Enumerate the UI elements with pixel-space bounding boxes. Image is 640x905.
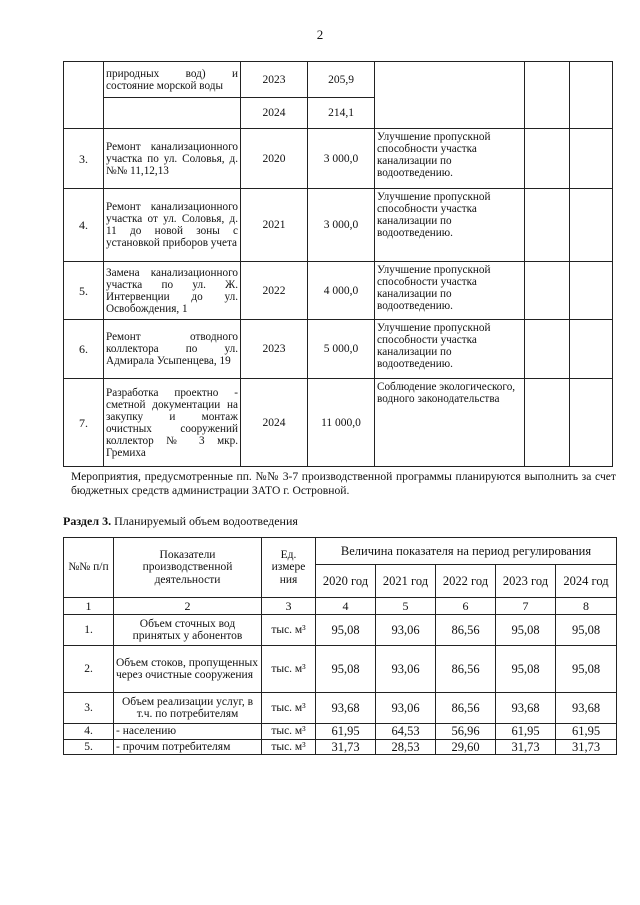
indicator-name: - прочим потребителям [114, 739, 262, 755]
unit: тыс. м³ [262, 646, 316, 693]
header-year: 2022 год [436, 565, 496, 598]
value-cell: 95,08 [556, 615, 617, 646]
measure-name: Ремонт канализационного участка от ул. Соловья, д. 11 до новой зоны с установкой приборов учета [104, 189, 241, 262]
row-number: 6. [64, 320, 104, 379]
empty-cell [525, 379, 570, 467]
column-number: 6 [436, 598, 496, 615]
value-cell: 31,73 [556, 739, 617, 755]
empty-cell [570, 320, 613, 379]
measure-note: Улучшение пропускной способности участка канализации по водоотведению. [375, 129, 525, 189]
measure-name: Разработка проектно - сметной документации на закупку и монтаж очистных сооружений коллектор № 3 мкр. Гремиха [104, 379, 241, 467]
value-cell: 61,95 [496, 724, 556, 740]
value-cell: 95,08 [556, 646, 617, 693]
row-number: 3. [64, 693, 114, 724]
unit: тыс. м³ [262, 615, 316, 646]
header-year: 2024 год [556, 565, 617, 598]
header-period: Величина показателя на период регулирования [316, 538, 617, 565]
value-cell: 86,56 [436, 693, 496, 724]
program-measures-table [63, 61, 613, 467]
table-row [64, 379, 613, 467]
value-cell: 95,08 [316, 646, 376, 693]
value-cell: 95,08 [496, 615, 556, 646]
measure-year: 2023 [241, 320, 308, 379]
wastewater-volume-table [63, 537, 617, 755]
row-number: 5. [64, 262, 104, 320]
value-cell: 28,53 [376, 739, 436, 755]
empty-cell [570, 62, 613, 129]
measure-sum: 3 000,0 [308, 129, 375, 189]
unit: тыс. м³ [262, 739, 316, 755]
value-cell: 93,06 [376, 615, 436, 646]
empty-cell [570, 379, 613, 467]
table-row [64, 189, 613, 262]
measure-sum: 214,1 [308, 98, 375, 129]
page-number: 2 [316, 27, 324, 42]
header-num: №№ п/п [64, 538, 114, 598]
indicator-name: Объем стоков, пропущенных через очистные сооружения [114, 646, 262, 693]
column-number: 8 [556, 598, 617, 615]
value-cell: 61,95 [316, 724, 376, 740]
empty-cell [570, 262, 613, 320]
funding-note: Мероприятия, предусмотренные пп. №№ 3-7 производственной программы планируются выполнить за счет бюджетных средств администрации ЗАТО г. Островной. [71, 470, 616, 497]
empty-cell [525, 129, 570, 189]
value-cell: 93,68 [556, 693, 617, 724]
column-number: 7 [496, 598, 556, 615]
empty-cell [570, 129, 613, 189]
table-row [64, 615, 617, 646]
value-cell: 86,56 [436, 646, 496, 693]
value-cell: 95,08 [316, 615, 376, 646]
measure-sum: 11 000,0 [308, 379, 375, 467]
measure-note: Улучшение пропускной способности участка канализации по водоотведению. [375, 189, 525, 262]
measure-name [104, 98, 241, 129]
column-number: 2 [114, 598, 262, 615]
value-cell: 56,96 [436, 724, 496, 740]
table-row [64, 739, 617, 755]
table-row [64, 262, 613, 320]
table-row [64, 62, 613, 98]
measure-year: 2024 [241, 379, 308, 467]
empty-cell [525, 262, 570, 320]
measure-year: 2021 [241, 189, 308, 262]
measure-name: природных вод) и состояние морской воды [104, 62, 241, 98]
value-cell: 61,95 [556, 724, 617, 740]
empty-cell [525, 189, 570, 262]
section-title-text: Планируемый объем водоотведения [111, 514, 298, 528]
value-cell: 86,56 [436, 615, 496, 646]
indicator-name: Объем сточных вод принятых у абонентов [114, 615, 262, 646]
row-number: 1. [64, 615, 114, 646]
table-row [64, 646, 617, 693]
column-number: 1 [64, 598, 114, 615]
indicator-name: - населению [114, 724, 262, 740]
value-cell: 93,06 [376, 646, 436, 693]
measure-note [375, 62, 525, 129]
header-year: 2023 год [496, 565, 556, 598]
measure-year: 2022 [241, 262, 308, 320]
value-cell: 31,73 [316, 739, 376, 755]
value-cell: 93,68 [316, 693, 376, 724]
column-number: 5 [376, 598, 436, 615]
measure-note: Улучшение пропускной способности участка канализации по водоотведению. [375, 320, 525, 379]
measure-sum: 3 000,0 [308, 189, 375, 262]
measure-sum: 5 000,0 [308, 320, 375, 379]
value-cell: 29,60 [436, 739, 496, 755]
column-number: 4 [316, 598, 376, 615]
table-row [64, 320, 613, 379]
value-cell: 64,53 [376, 724, 436, 740]
empty-cell [525, 62, 570, 129]
value-cell: 93,06 [376, 693, 436, 724]
row-number: 2. [64, 646, 114, 693]
value-cell: 31,73 [496, 739, 556, 755]
header-year: 2021 год [376, 565, 436, 598]
header-indicator: Показатели производственной деятельности [114, 538, 262, 598]
measure-sum: 205,9 [308, 62, 375, 98]
measure-year: 2024 [241, 98, 308, 129]
header-unit: Ед. измере ния [262, 538, 316, 598]
measure-note: Улучшение пропускной способности участка канализации по водоотведению. [375, 262, 525, 320]
row-number: 3. [64, 129, 104, 189]
unit: тыс. м³ [262, 724, 316, 740]
measure-name: Замена канализационного участка по ул. Ж. Интервенции до ул. Освобождения, 1 [104, 262, 241, 320]
section-title [63, 514, 298, 529]
measure-note: Соблюдение экологического, водного законодательства [375, 379, 525, 467]
section-label: Раздел 3. [63, 514, 112, 528]
measure-year: 2023 [241, 62, 308, 98]
measure-year: 2020 [241, 129, 308, 189]
measure-name: Ремонт канализационного участка по ул. Соловья, д. №№ 11,12,13 [104, 129, 241, 189]
unit: тыс. м³ [262, 693, 316, 724]
header-year: 2020 год [316, 565, 376, 598]
column-number: 3 [262, 598, 316, 615]
row-number: 4. [64, 724, 114, 740]
row-number [64, 62, 104, 129]
empty-cell [570, 189, 613, 262]
indicator-name: Объем реализации услуг, в т.ч. по потребителям [114, 693, 262, 724]
row-number: 5. [64, 739, 114, 755]
header-row [64, 538, 617, 565]
table-row [64, 724, 617, 740]
value-cell: 95,08 [496, 646, 556, 693]
table-row [64, 129, 613, 189]
column-number-row [64, 598, 617, 615]
measure-sum: 4 000,0 [308, 262, 375, 320]
table-row [64, 693, 617, 724]
measure-name: Ремонт отводного коллектора по ул. Адмирала Усыпенцева, 19 [104, 320, 241, 379]
row-number: 7. [64, 379, 104, 467]
empty-cell [525, 320, 570, 379]
row-number: 4. [64, 189, 104, 262]
value-cell: 93,68 [496, 693, 556, 724]
